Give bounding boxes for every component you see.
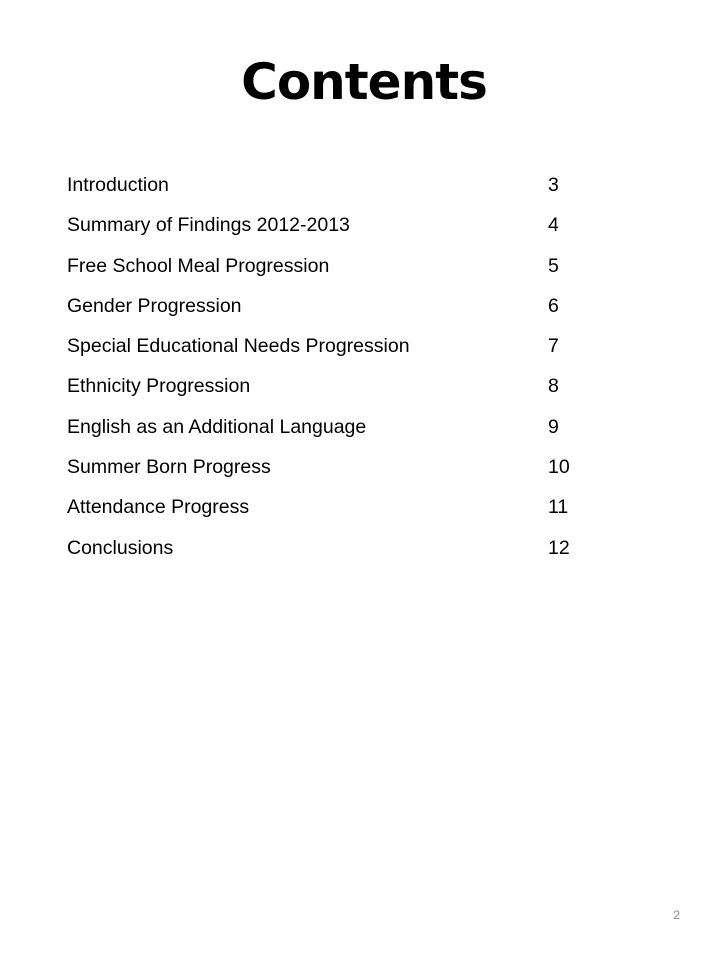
toc-entry-page: 9	[548, 415, 559, 438]
toc-entry-gender	[67, 291, 607, 331]
table-of-contents	[67, 170, 607, 573]
toc-entry-page: 4	[548, 214, 559, 237]
toc-entry-label: Introduction	[67, 174, 169, 196]
toc-entry-label: Summary of Findings 2012-2013	[67, 214, 350, 237]
toc-entry-page: 11	[548, 496, 569, 519]
toc-entry-summary-of-findings	[67, 210, 607, 250]
toc-entry-page: 7	[548, 335, 559, 358]
toc-entry-page: 12	[548, 536, 570, 559]
toc-entry-free-school-meal	[67, 251, 607, 291]
toc-entry-page: 10	[548, 456, 570, 479]
toc-entry-page: 8	[548, 375, 559, 398]
toc-entry-label: Summer Born Progress	[67, 456, 271, 479]
toc-entry-label: Free School Meal Progression	[67, 254, 330, 277]
toc-entry-label: Gender Progression	[67, 294, 242, 317]
page-title: Contents	[241, 53, 487, 111]
page-number: 2	[673, 908, 680, 922]
toc-entry-page: 5	[548, 254, 559, 277]
toc-entry-label: Attendance Progress	[67, 496, 250, 519]
toc-entry-special-educational-needs	[67, 331, 607, 371]
toc-entry-page: 3	[548, 174, 559, 196]
toc-entry-attendance	[67, 492, 607, 532]
toc-entry-introduction	[67, 170, 607, 210]
toc-entry-label: Conclusions	[67, 536, 174, 559]
toc-entry-label: English as an Additional Language	[67, 415, 367, 438]
toc-entry-english-additional-language	[67, 412, 607, 452]
toc-entry-label: Ethnicity Progression	[67, 375, 251, 398]
toc-entry-page: 6	[548, 294, 559, 317]
toc-entry-label: Special Educational Needs Progression	[67, 335, 410, 358]
toc-entry-summer-born	[67, 452, 607, 492]
toc-entry-ethnicity	[67, 371, 607, 411]
toc-entry-conclusions	[67, 533, 607, 573]
